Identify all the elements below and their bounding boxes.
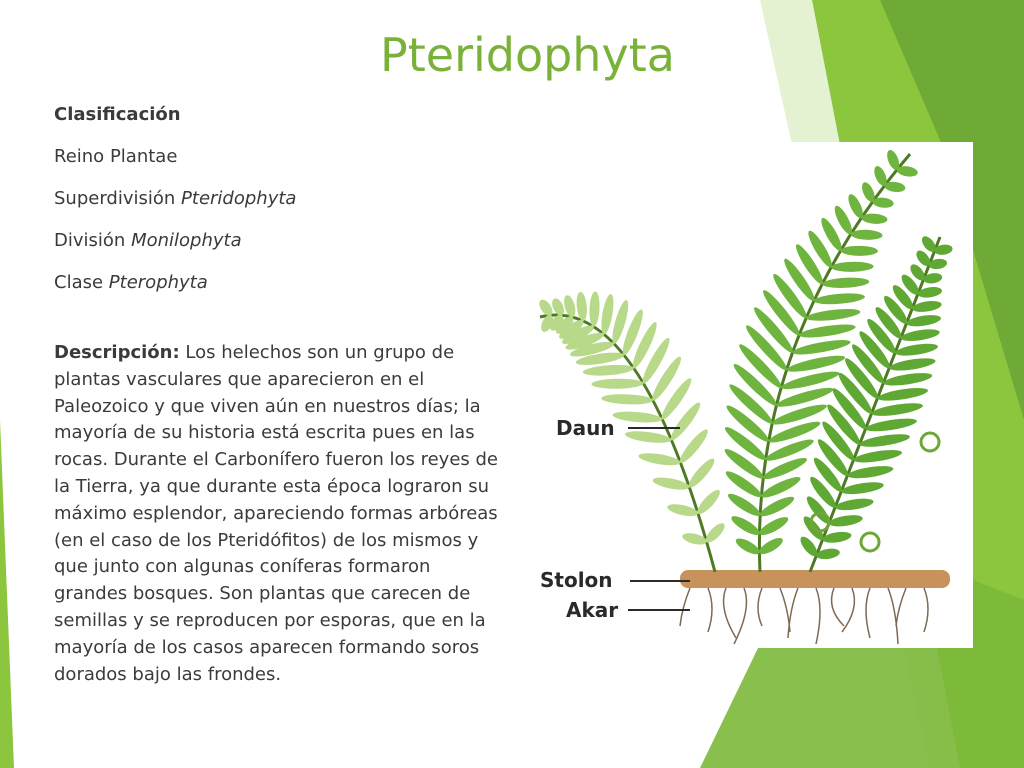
slide-title: Pteridophyta <box>380 28 675 82</box>
frond-left-pinna <box>582 363 634 377</box>
description-label: Descripción: <box>54 342 180 363</box>
frond-left-pinna <box>638 451 682 468</box>
label-stolon: Stolon <box>540 568 613 592</box>
frond-left-pinna <box>703 520 727 545</box>
root <box>708 588 712 632</box>
fiddlehead <box>861 533 879 551</box>
frond-right-pinna <box>900 327 940 343</box>
frond-center-pinna <box>851 229 883 240</box>
slide-body <box>54 102 504 688</box>
frond-right-pinna <box>894 341 938 358</box>
root <box>680 588 690 626</box>
frond-right-pinna <box>883 371 933 388</box>
frond-left-pinna <box>575 291 588 321</box>
frond-right-pinna <box>834 497 874 513</box>
root <box>724 588 736 638</box>
description-paragraph <box>54 340 504 688</box>
rhizome <box>680 570 950 588</box>
frond-left-pinna <box>624 429 672 445</box>
frond-right-pinna <box>865 416 918 434</box>
frond-left-pinna <box>601 393 653 405</box>
frond-center-pinna <box>757 514 790 539</box>
label-root: Akar <box>566 598 619 622</box>
frond-right-pinna <box>859 432 911 450</box>
frond-center-pinna <box>722 424 769 464</box>
rank-division: División Monilophyta <box>54 230 242 251</box>
frond-center-pinna <box>757 535 785 557</box>
frond-right-pinna <box>841 480 885 496</box>
frond-left-pinna <box>589 291 601 327</box>
frond-center-pinna <box>822 277 870 289</box>
decor-shape-left <box>0 420 14 768</box>
root <box>758 588 762 626</box>
frond-center-pinna <box>798 322 856 340</box>
rank-kingdom: Reino Plantae <box>54 146 178 167</box>
frond-left-pinna <box>694 487 723 517</box>
root <box>896 588 906 626</box>
fiddlehead <box>921 433 939 451</box>
frond-center-pinna <box>806 307 861 323</box>
description-text: Los helechos son un grupo de plantas vasculares que aparecieron en el Paleozoico y que viven aún en nuestros días; la mayoría de su historia está escrita pues en las rocas. Durante el Carbonífero fueron los reyes de la Tierra, ya que durante esta época lograron su máximo esplendor, apareciendo formas arbóreas (en el caso de los Pteridófitos) de los mismos y que junto con algunas coníferas formaron grandes bosques. Son plantas que carecen de semillas y se reproducen por esporas, que en la mayoría de los casos aparecen formando soros dorados bajo las frondes. <box>54 342 499 685</box>
label-leaf: Daun <box>556 416 615 440</box>
frond-center-pinna <box>792 337 852 357</box>
frond-center-pinna <box>841 246 878 256</box>
frond-right-pinna <box>853 448 903 465</box>
root <box>734 588 746 644</box>
frond-right-pinna <box>847 464 894 481</box>
frond-right-pinna <box>888 356 936 373</box>
frond-right-pinna <box>877 386 929 404</box>
frond-left-pinna <box>591 378 643 389</box>
rank-class: Clase Pterophyta <box>54 272 208 293</box>
frond-left-pinna <box>612 410 662 424</box>
classification-heading: Clasificación <box>54 104 181 125</box>
root <box>866 588 870 638</box>
rank-superdivision: Superdivisión Pteridophyta <box>54 188 297 209</box>
frond-center-pinna <box>785 353 846 375</box>
root <box>832 588 844 626</box>
frond-center-pinna <box>751 304 797 355</box>
root <box>816 588 820 644</box>
frond-right-pinna <box>871 401 924 419</box>
frond-center-pinna <box>729 513 762 538</box>
frond-center-pinna <box>734 535 762 557</box>
frond-center-pinna <box>831 261 874 272</box>
frond-center-pinna <box>760 287 803 338</box>
frond-center-pinna <box>813 292 865 306</box>
root <box>924 588 928 632</box>
root <box>888 588 898 644</box>
frond-left-pinna <box>686 456 718 491</box>
frond-left-pinna <box>599 293 616 335</box>
frond-center-pinna <box>724 402 772 445</box>
